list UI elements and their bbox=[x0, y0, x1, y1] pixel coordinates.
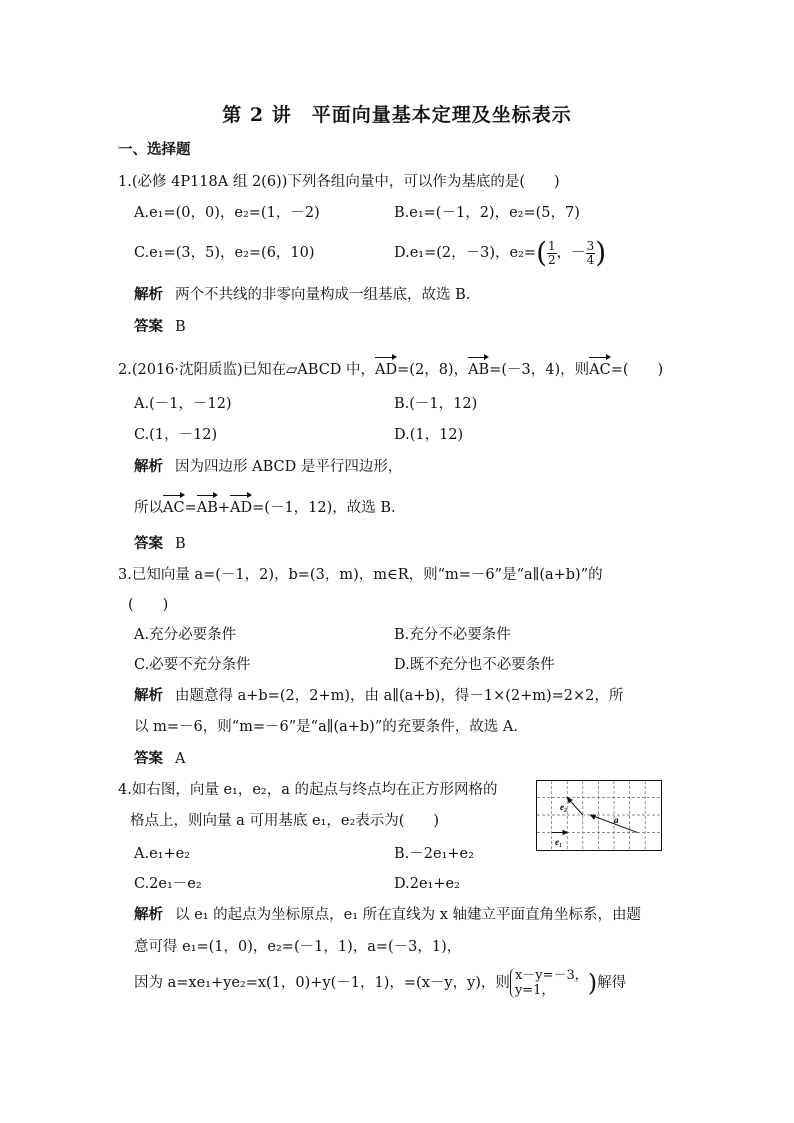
q1-option-c: C.e₁=(3，5)，e₂=(6，10) bbox=[134, 245, 315, 261]
q4-option-a: A.e₁+e₂ bbox=[134, 846, 191, 862]
q1-option-d: D.e₁=(2，－3)，e₂=( $\frac{1}{2}$ ，－ $\frac{3}{4}$ ) bbox=[394, 236, 607, 269]
q3-analysis-line-2: 以 m=－6，则“m=－6”是“a∥(a+b)”的充要条件，故选 A. bbox=[134, 719, 518, 735]
q4-analysis-line-2: 意可得 e₁=(1，0)，e₂=(－1，1)，a=(－3，1)， bbox=[134, 939, 462, 955]
vector-a-arrowhead bbox=[591, 815, 596, 819]
q1-option-b: B.e₁=(－1，2)，e₂=(5，7) bbox=[394, 205, 580, 221]
vector-ad: AD bbox=[375, 354, 397, 380]
q2-option-d: D.(1，12) bbox=[394, 427, 464, 443]
q3-option-c: C.必要不充分条件 bbox=[134, 657, 251, 673]
q2-answer: 答案 B bbox=[134, 535, 186, 552]
q1-d-fraction-1: $\frac{1}{2}$ bbox=[548, 238, 556, 267]
label-a: a bbox=[614, 815, 619, 825]
q2-analysis-line-1: 解析 因为四边形 ABCD 是平行四边形， bbox=[134, 458, 403, 475]
page-title: 第 2 讲 平面向量基本定理及坐标表示 bbox=[222, 104, 572, 126]
q4-stem-line-2: 格点上，则向量 a 可用基底 e₁，e₂表示为( ) bbox=[130, 813, 440, 829]
label-e2: e₂ bbox=[560, 802, 568, 812]
q4-option-d: D.2e₁+e₂ bbox=[394, 876, 460, 892]
equation-system: x－y=－3， y=1， bbox=[510, 968, 588, 998]
q4-option-c: C.2e₁－e₂ bbox=[134, 876, 202, 892]
q3-stem-line-2: ( ) bbox=[128, 597, 169, 613]
vector-e1-arrowhead bbox=[563, 831, 567, 835]
q1-stem: 1.(必修 4P118A 组 2(6))下列各组向量中，可以作为基底的是( ) bbox=[118, 174, 560, 190]
vector-ac: AC bbox=[589, 354, 611, 380]
q2-option-c: C.(1，－12) bbox=[134, 427, 218, 443]
q4-analysis-line-3: 因为 a=xe₁+ye₂=x(1，0)+y(－1，1)，=(x－y，y)，则 x－y=－3， y=1， )解得 bbox=[134, 968, 627, 998]
square-grid-figure bbox=[536, 780, 662, 852]
q2-stem: 2.(2016·沈阳质监)已知在▱ABCD 中，AD=(2，8)，AB=(－3，4)，则AC=( ) bbox=[118, 354, 663, 380]
q4-analysis-line-1: 解析 以 e₁ 的起点为坐标原点，e₁ 所在直线为 x 轴建立平面直角坐标系，由题 bbox=[134, 906, 642, 923]
q3-option-b: B.充分不必要条件 bbox=[394, 627, 511, 643]
q1-d-fraction-2: $\frac{3}{4}$ bbox=[586, 238, 595, 267]
q2-option-b: B.(－1，12) bbox=[394, 396, 478, 412]
q1-option-a: A.e₁=(0，0)，e₂=(1，－2) bbox=[134, 205, 320, 221]
q3-analysis-line-1: 解析 由题意得 a+b=(2，2+m)，由 a∥(a+b)，得－1×(2+m)=2×2，所 bbox=[134, 687, 624, 704]
q3-answer: 答案 A bbox=[134, 750, 186, 767]
q3-option-d: D.既不充分也不必要条件 bbox=[394, 657, 555, 673]
vector-ab: AB bbox=[468, 354, 489, 380]
label-e1: e₁ bbox=[555, 837, 563, 847]
q1-answer: 答案 B bbox=[134, 318, 186, 335]
q3-option-a: A.充分必要条件 bbox=[134, 627, 237, 643]
q1-analysis: 解析 两个不共线的非零向量构成一组基底，故选 B. bbox=[134, 286, 471, 303]
q2-option-a: A.(－1，－12) bbox=[134, 396, 232, 412]
q4-option-b: B.－2e₁+e₂ bbox=[394, 846, 474, 862]
q4-stem-line-1: 4.如右图，向量 e₁，e₂，a 的起点与终点均在正方形网格的 bbox=[118, 782, 498, 798]
q2-analysis-line-2: 所以AC=AB+AD=(－1，12)，故选 B. bbox=[134, 492, 396, 518]
q1-option-d-prefix: D.e₁=(2，－3)，e₂= bbox=[394, 245, 537, 261]
section-heading: 一、选择题 bbox=[118, 141, 191, 158]
q3-stem-line-1: 3.已知向量 a=(－1，2)，b=(3，m)，m∈R，则“m=－6”是“a∥(a+b)”的 bbox=[118, 567, 603, 583]
